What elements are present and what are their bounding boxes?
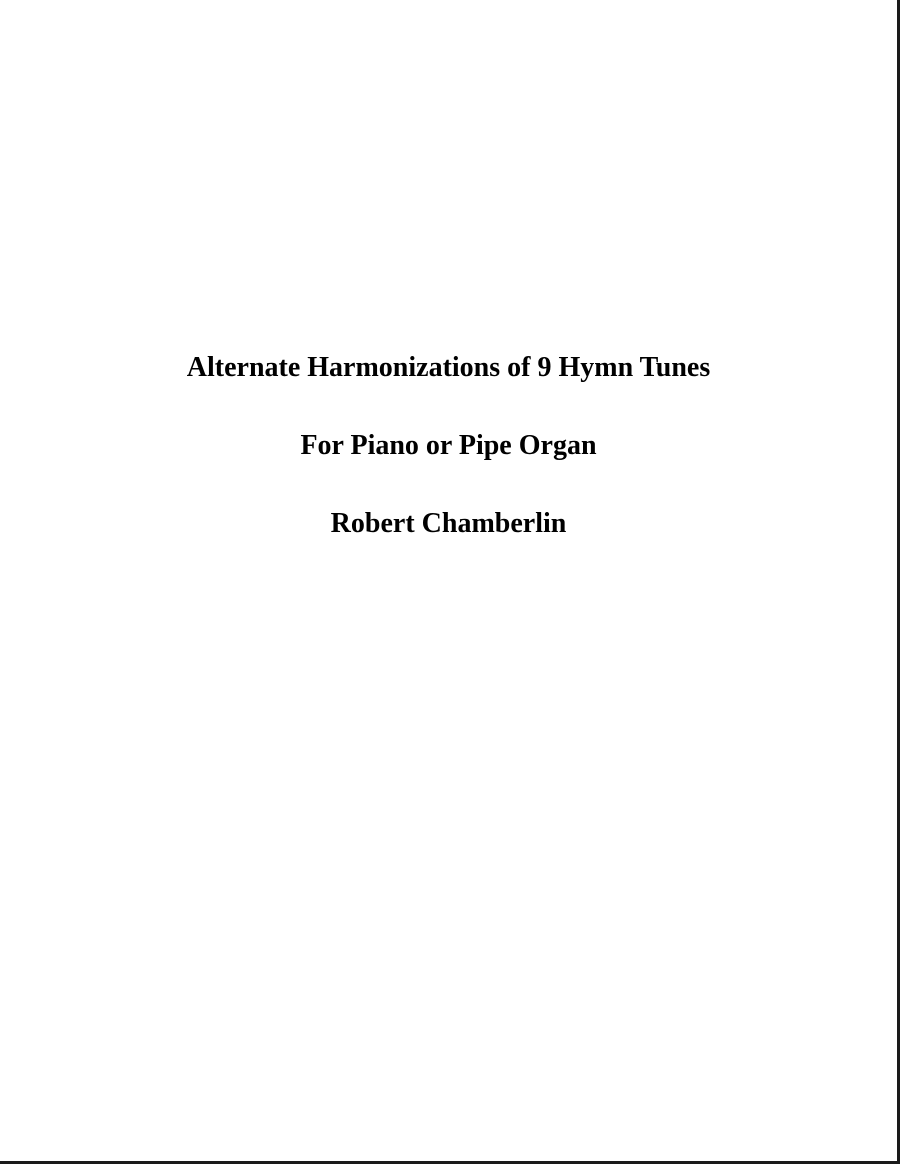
document-title: Alternate Harmonizations of 9 Hymn Tunes: [186, 352, 711, 383]
document-subtitle: For Piano or Pipe Organ: [300, 430, 597, 461]
document-author: Robert Chamberlin: [330, 508, 567, 539]
